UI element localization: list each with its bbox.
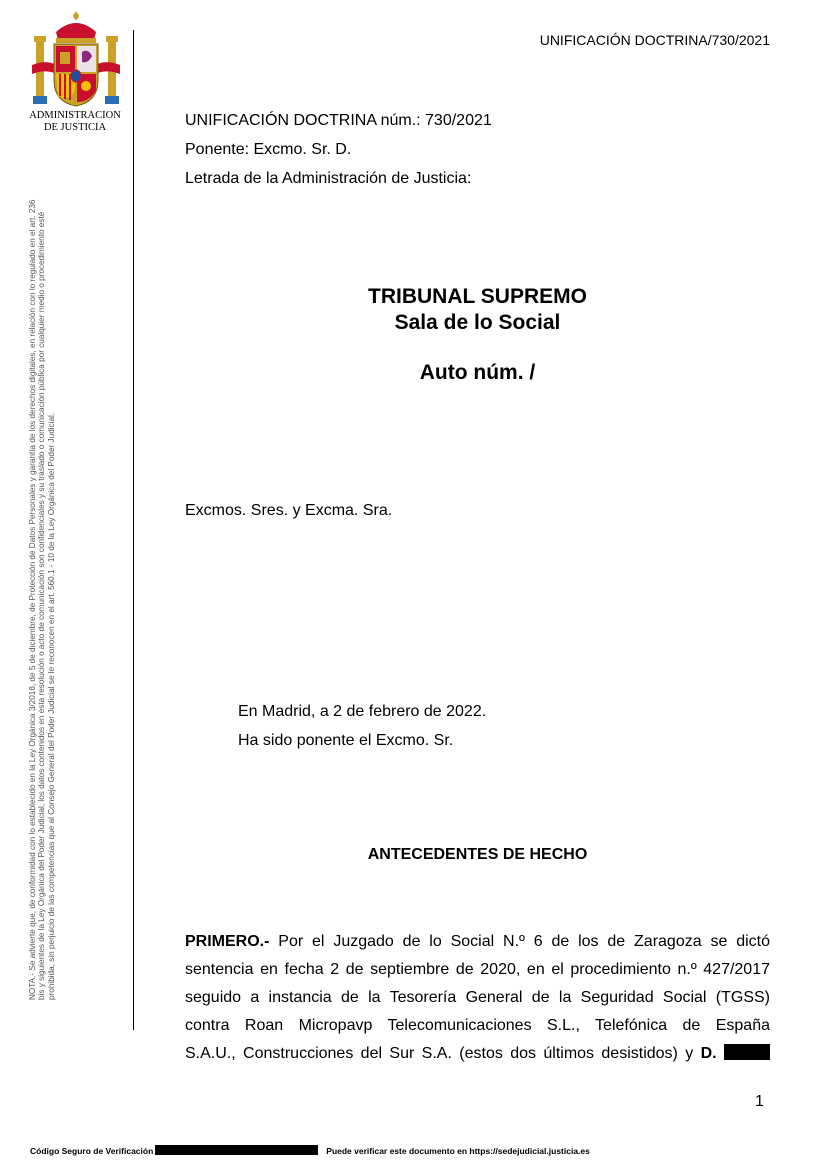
side-note-line-1: NOTA.- Se advierte que, de conformidad con lo establecido en la Ley Orgánica 3/2018, de 5 de diciembre, de Protección de Datos Personales y garantía de los derechos digitales, en relación con lo regulado en el art. 236 <box>28 199 37 1000</box>
auto-number: Auto núm. / <box>419 361 536 384</box>
judges-line: Excmos. Sres. y Excma. Sra. <box>185 502 393 519</box>
redaction-bar <box>724 1044 770 1060</box>
place-date: En Madrid, a 2 de febrero de 2022. <box>238 703 487 720</box>
primero-bold-d: D. <box>700 1045 717 1062</box>
primero-label: PRIMERO.- <box>185 933 270 950</box>
csv-label: Código Seguro de Verificación <box>30 1146 154 1156</box>
verification-footer <box>30 1145 800 1156</box>
ponente-statement: Ha sido ponente el Excmo. Sr. <box>238 732 454 749</box>
margin-divider <box>133 30 134 1030</box>
letrada-label: Letrada de la Administración de Justicia: <box>185 170 472 187</box>
ponente-label: Ponente: Excmo. Sr. D. <box>185 141 352 158</box>
organization-name <box>20 110 130 134</box>
case-number: UNIFICACIÓN DOCTRINA núm.: 730/2021 <box>185 112 492 129</box>
side-note-line-2: bis y siguientes de la Ley Orgánica del Poder Judicial, los datos contenidos en esta resolución o acto de comunicación son confidenciales y su traslado o comunicación pública por cualquier medio o procedimiento esté <box>37 211 47 1000</box>
primero-line-1 <box>185 928 770 956</box>
org-line-2: DE JUSTICIA <box>43 122 107 133</box>
primero-line-5 <box>185 1040 770 1068</box>
court-sala: Sala de lo Social <box>394 311 561 334</box>
coat-of-arms-logo <box>30 10 122 110</box>
primero-text-1: Por el Juzgado de lo Social N.º 6 de los de Zaragoza se dictó <box>269 933 770 950</box>
side-note-line-3: prohibida, sin perjuicio de las competencias que al Consejo General del Poder Judicial se le reconocen en el art. 560.1 - 10 de la Ley Orgánica del Poder Judicial. <box>46 412 56 1000</box>
org-line-1: ADMINISTRACION <box>29 110 121 121</box>
privacy-side-note <box>28 180 56 1000</box>
verify-text: Puede verificar este documento en https://sedejudicial.justicia.es <box>326 1146 590 1156</box>
page-number: 1 <box>755 1093 764 1110</box>
header-reference: UNIFICACIÓN DOCTRINA/730/2021 <box>539 32 770 48</box>
primero-line-4: contra Roan Micropavp Telecomunicaciones S.L., Telefónica de España <box>185 1017 770 1034</box>
csv-redaction-bar <box>155 1145 318 1155</box>
primero-line-2: sentencia en fecha 2 de septiembre de 2020, en el procedimiento n.º 427/2017 <box>185 961 770 978</box>
primero-line-3: seguido a instancia de la Tesorería General de la Seguridad Social (TGSS) <box>185 989 770 1006</box>
section-title: ANTECEDENTES DE HECHO <box>367 846 588 863</box>
court-name: TRIBUNAL SUPREMO <box>368 285 587 308</box>
primero-text-5: S.A.U., Construcciones del Sur S.A. (estos dos últimos desistidos) y <box>185 1045 701 1062</box>
